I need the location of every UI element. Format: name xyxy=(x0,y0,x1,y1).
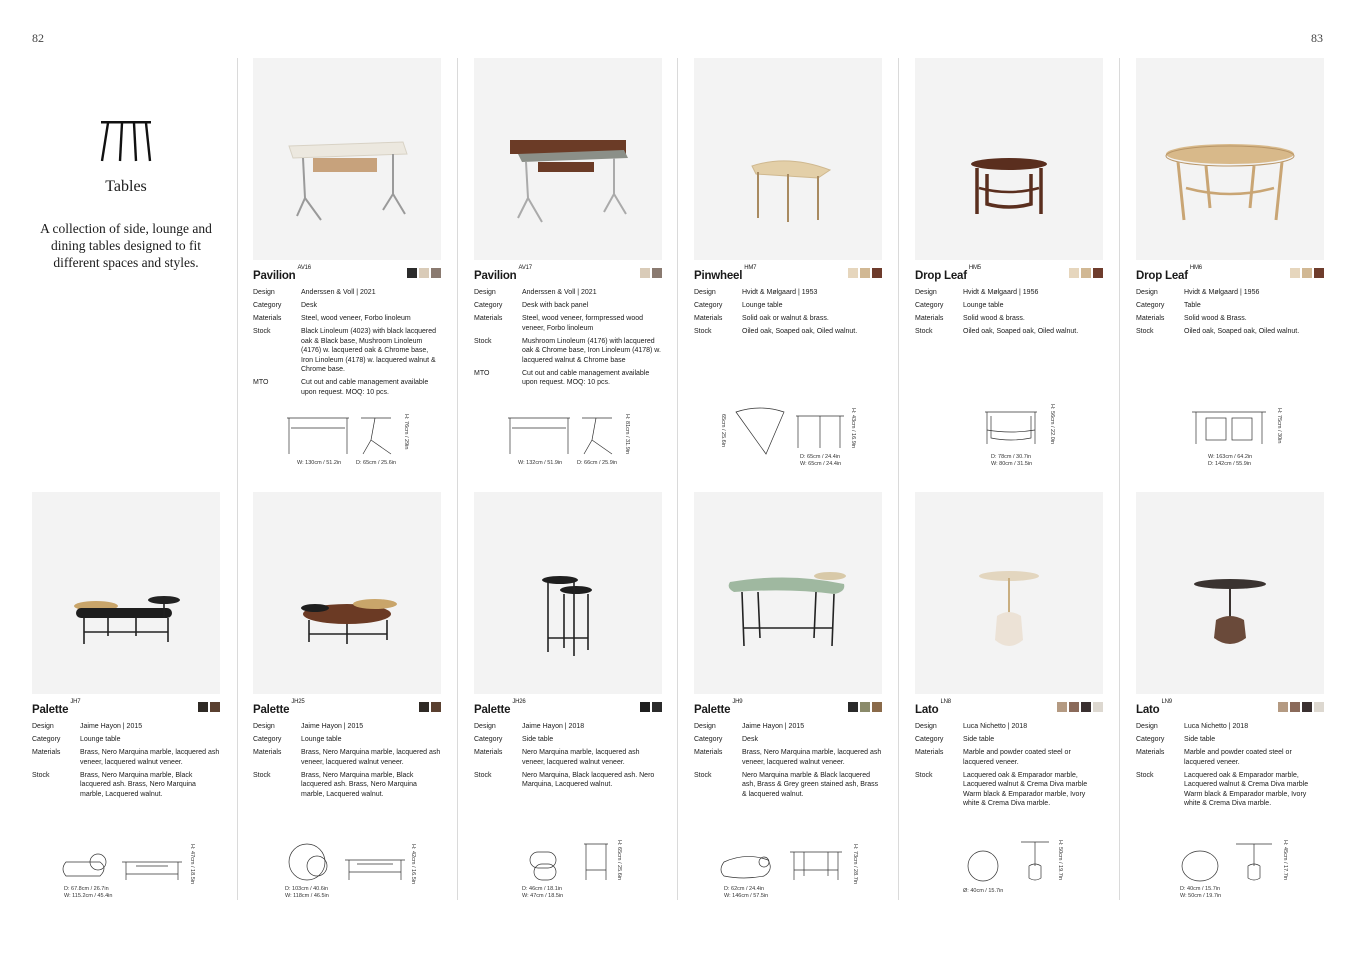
spec-row: Stock Oiled oak, Soaped oak, Oiled walnut. xyxy=(1136,328,1300,335)
product-card-drop-leaf-hm5[interactable] xyxy=(915,58,1103,470)
product-card-pinwheel-hm7[interactable] xyxy=(694,58,882,470)
column-divider xyxy=(457,58,458,900)
color-swatch[interactable] xyxy=(872,702,882,712)
dimension-label: Ø: 40cm / 15.7in xyxy=(963,888,1004,894)
product-card-pavilion-av17[interactable] xyxy=(474,58,662,470)
spec-list xyxy=(1136,722,1324,809)
color-swatch[interactable] xyxy=(1069,702,1079,712)
spec-row: Design Anderssen & Voll | 2021 xyxy=(474,289,597,296)
color-swatches xyxy=(848,268,882,278)
product-card-palette-jh26[interactable] xyxy=(474,492,662,902)
dimension-label: H: 81cm / 31.9in xyxy=(624,414,630,455)
color-swatch[interactable] xyxy=(431,268,441,278)
dimension-label: H: 65cm / 25.6in xyxy=(616,840,622,881)
dimension-label: W: 50cm / 19.7in xyxy=(1180,893,1222,899)
product-title: Pinwheel$^{HM7}$ xyxy=(694,265,757,282)
spec-row: Category Side table xyxy=(915,736,995,743)
product-photo xyxy=(32,492,220,694)
spec-row: Category Desk xyxy=(694,736,758,743)
spec-row: Materials Steel, wood veneer, Forbo linoleum xyxy=(253,315,411,322)
dimension-drawing xyxy=(32,840,220,906)
spec-row: Stock Brass, Nero Marquina marble, Black lacquered ash. Brass, Nero Marquina marble, Lacquered walnut. xyxy=(253,771,417,798)
color-swatch[interactable] xyxy=(1081,702,1091,712)
dimension-label: D: 65cm / 24.4in xyxy=(800,454,841,460)
color-swatch[interactable] xyxy=(872,268,882,278)
dimension-label: D: 66cm / 25.9in xyxy=(577,460,618,466)
dimension-drawing xyxy=(915,840,1103,906)
spec-row: Materials Marble and powder coated steel or lacquered veneer. xyxy=(1136,749,1292,766)
spec-row: Design Hvidt & Mølgaard | 1956 xyxy=(915,289,1039,296)
product-photo xyxy=(694,58,882,260)
color-swatch[interactable] xyxy=(1081,268,1091,278)
product-title: Lato$^{LN9}$ xyxy=(1136,699,1172,716)
dimension-label: W: 132cm / 51.9in xyxy=(518,460,563,466)
dimension-label: D: 67.8cm / 26.7in xyxy=(64,886,109,892)
color-swatch[interactable] xyxy=(640,268,650,278)
spec-row: Materials Marble and powder coated steel or lacquered veneer. xyxy=(915,749,1071,766)
dimension-label: W: 115.2cm / 45.4in xyxy=(64,893,113,899)
color-swatch[interactable] xyxy=(1093,702,1103,712)
product-title: Palette$^{JH7}$ xyxy=(32,699,81,716)
spec-row: Category Table xyxy=(1136,302,1201,309)
product-photo xyxy=(915,58,1103,260)
spec-row: Stock Nero Marquina, Black lacquered ash. Nero Marquina, Lacquered walnut. xyxy=(474,771,655,788)
spec-row: Stock Brass, Nero Marquina marble, Black lacquered ash. Brass, Nero Marquina marble, Lacquered walnut. xyxy=(32,771,196,798)
color-swatch[interactable] xyxy=(1278,702,1288,712)
product-photo xyxy=(1136,58,1324,260)
product-photo xyxy=(915,492,1103,694)
product-title: Pavilion$^{AV17}$ xyxy=(474,265,532,282)
dimension-drawing xyxy=(694,404,882,470)
spec-row: Materials Steel, wood veneer, formpressed wood veneer, Forbo linoleum xyxy=(474,315,644,332)
spec-row: Design Luca Nichetto | 2018 xyxy=(915,723,1028,730)
product-photo xyxy=(474,58,662,260)
dimension-label: H: 75cm / 30in xyxy=(1276,408,1282,444)
tables-icon xyxy=(100,120,152,162)
spec-row: Stock Nero Marquina marble & Black lacquered ash, Brass & Grey green stained ash, Brass & lacquered walnut. xyxy=(694,771,879,798)
dimension-label: H: 76cm / 29in xyxy=(403,414,409,450)
column-divider xyxy=(1119,58,1120,900)
spec-row: Design Anderssen & Voll | 2021 xyxy=(253,289,376,296)
product-title: Drop Leaf$^{HM6}$ xyxy=(1136,265,1202,282)
color-swatch[interactable] xyxy=(198,702,208,712)
color-swatches xyxy=(640,268,662,278)
color-swatch[interactable] xyxy=(640,702,650,712)
product-photo xyxy=(474,492,662,694)
color-swatches xyxy=(198,702,220,712)
spec-list xyxy=(1136,288,1324,337)
product-title: Lato$^{LN8}$ xyxy=(915,699,951,716)
product-title: Palette$^{JH9}$ xyxy=(694,699,743,716)
spec-row: Category Lounge table xyxy=(694,302,783,309)
color-swatches xyxy=(640,702,662,712)
dimension-label: D: 103cm / 40.6in xyxy=(285,886,329,892)
section-description: A collection of side, lounge and dining tables designed to fit different spaces and styles. xyxy=(40,221,212,270)
product-card-palette-jh25[interactable] xyxy=(253,492,441,902)
spec-row: Design Luca Nichetto | 2018 xyxy=(1136,723,1249,730)
spec-list xyxy=(474,288,662,388)
dimension-label: H: 43cm / 16.9in xyxy=(850,408,856,449)
spec-row: Materials Nero Marquina marble, lacquered ash veneer, lacquered walnut veneer. xyxy=(474,749,640,766)
color-swatches xyxy=(1290,268,1324,278)
color-swatch[interactable] xyxy=(1069,268,1079,278)
color-swatch[interactable] xyxy=(652,268,662,278)
spec-row: Stock Mushroom Linoleum (4176) with lacquered oak & Chrome base, Iron Linoleum (4178) w. lacquered walnut & Chrome base xyxy=(474,337,661,364)
dimension-drawing xyxy=(253,410,441,476)
spec-row: Design Hvidt & Mølgaard | 1953 xyxy=(694,289,818,296)
spec-row: Materials Brass, Nero Marquina marble, lacquered ash veneer, lacquered walnut veneer. xyxy=(694,749,882,766)
color-swatch[interactable] xyxy=(860,702,870,712)
product-photo xyxy=(253,492,441,694)
spec-row: Design Jaime Hayon | 2015 xyxy=(32,723,143,730)
color-swatches xyxy=(419,702,441,712)
dimension-drawing xyxy=(1136,404,1324,470)
product-title: Pavilion$^{AV16}$ xyxy=(253,265,311,282)
dimension-label: D: 142cm / 55.9in xyxy=(1208,461,1252,467)
product-card-lato-ln9[interactable] xyxy=(1136,492,1324,902)
page-number-right: 83 xyxy=(1311,31,1323,45)
spec-row: Design Jaime Hayon | 2018 xyxy=(474,723,585,730)
spec-row: Category Lounge table xyxy=(32,736,121,743)
color-swatch[interactable] xyxy=(1302,702,1312,712)
dimension-label: W: 163cm / 64.2in xyxy=(1208,454,1253,460)
color-swatch[interactable] xyxy=(652,702,662,712)
dimension-label: H: 42cm / 16.5in xyxy=(410,844,416,885)
spec-list xyxy=(253,288,441,397)
dimension-label: H: 73cm / 28.7in xyxy=(852,844,858,885)
product-photo xyxy=(694,492,882,694)
product-card-pavilion-av16[interactable] xyxy=(253,58,441,470)
spec-list xyxy=(694,288,882,337)
page-number-left: 82 xyxy=(32,31,44,45)
spec-row: Materials Brass, Nero Marquina marble, lacquered ash veneer, lacquered walnut veneer. xyxy=(253,749,441,766)
color-swatch[interactable] xyxy=(1057,702,1067,712)
section-intro xyxy=(32,58,220,271)
product-photo xyxy=(253,58,441,260)
spec-row: Stock Lacquered oak & Emparador marble, Lacquered walnut & Crema Diva marble Warm black & Emparador marble, Ivory white & Crema Diva marble. xyxy=(1136,771,1309,807)
spec-row: Design Jaime Hayon | 2015 xyxy=(694,723,805,730)
color-swatches xyxy=(1057,702,1103,712)
dimension-drawing xyxy=(474,410,662,476)
dimension-label: D: 78cm / 30.7in xyxy=(991,454,1032,460)
color-swatch[interactable] xyxy=(1302,268,1312,278)
dimension-label: W: 47cm / 18.5in xyxy=(522,893,564,899)
dimension-label: H: 50cm / 19.7in xyxy=(1057,840,1063,881)
product-title: Palette$^{JH25}$ xyxy=(253,699,305,716)
product-card-lato-ln8[interactable] xyxy=(915,492,1103,902)
dimension-label: D: 65cm / 25.6in xyxy=(356,460,397,466)
dimension-drawing xyxy=(694,840,882,906)
spec-row: Category Side table xyxy=(1136,736,1216,743)
spec-row: Design Jaime Hayon | 2015 xyxy=(253,723,364,730)
dimension-label: D: 40cm / 15.7in xyxy=(1180,886,1221,892)
spec-row: Materials Solid oak or walnut & brass. xyxy=(694,315,829,322)
dimension-label: D: 62cm / 24.4in xyxy=(724,886,765,892)
color-swatch[interactable] xyxy=(407,268,417,278)
color-swatch[interactable] xyxy=(848,268,858,278)
spec-row: Stock Oiled oak, Soaped oak, Oiled walnut. xyxy=(915,328,1079,335)
dimension-drawing xyxy=(474,840,662,906)
dimension-label: H: 47cm / 18.5in xyxy=(189,844,195,885)
column-divider xyxy=(898,58,899,900)
spec-list xyxy=(694,722,882,799)
dimension-label: W: 118cm / 46.5in xyxy=(285,893,329,899)
color-swatch[interactable] xyxy=(419,268,429,278)
spec-list xyxy=(915,288,1103,337)
color-swatch[interactable] xyxy=(1290,702,1300,712)
spec-list xyxy=(32,722,220,799)
dimension-drawing xyxy=(915,404,1103,470)
spec-row: MTO Cut out and cable management available upon request. MOQ: 10 pcs. xyxy=(253,379,429,396)
color-swatches xyxy=(848,702,882,712)
spec-row: Category Lounge table xyxy=(253,736,342,743)
column-divider xyxy=(677,58,678,900)
spec-list xyxy=(253,722,441,799)
color-swatches xyxy=(407,268,441,278)
product-title: Palette$^{JH26}$ xyxy=(474,699,526,716)
color-swatch[interactable] xyxy=(1093,268,1103,278)
spec-row: Stock Lacquered oak & Emparador marble, Lacquered walnut & Crema Diva marble Warm black & Emparador marble, Ivory white & Crema Diva marble. xyxy=(915,771,1088,807)
dimension-label: 65cm / 25.6in xyxy=(720,414,726,448)
product-card-palette-jh7[interactable] xyxy=(32,492,220,902)
spec-row: Design Hvidt & Mølgaard | 1956 xyxy=(1136,289,1260,296)
dimension-label: H: 56cm / 22.0in xyxy=(1049,404,1055,445)
spec-row: MTO Cut out and cable management available upon request. MOQ: 10 pcs. xyxy=(474,369,650,386)
spec-list xyxy=(915,722,1103,809)
product-photo xyxy=(1136,492,1324,694)
dimension-label: W: 146cm / 57.5in xyxy=(724,893,769,899)
color-swatches xyxy=(1069,268,1103,278)
dimension-label: W: 80cm / 31.5in xyxy=(991,461,1033,467)
color-swatch[interactable] xyxy=(1314,268,1324,278)
spec-row: Materials Solid wood & brass. xyxy=(915,315,1025,322)
dimension-label: W: 65cm / 24.4in xyxy=(800,461,842,467)
color-swatch[interactable] xyxy=(1290,268,1300,278)
column-divider xyxy=(237,58,238,900)
spec-row: Stock Oiled oak, Soaped oak, Oiled walnut. xyxy=(694,328,858,335)
dimension-drawing xyxy=(1136,840,1324,906)
color-swatches xyxy=(1278,702,1324,712)
product-title: Drop Leaf$^{HM5}$ xyxy=(915,265,981,282)
color-swatch[interactable] xyxy=(860,268,870,278)
dimension-label: D: 46cm / 18.1in xyxy=(522,886,563,892)
spec-row: Category Desk xyxy=(253,302,317,309)
spec-row: Category Desk with back panel xyxy=(474,302,589,309)
color-swatch[interactable] xyxy=(848,702,858,712)
product-card-drop-leaf-hm6[interactable] xyxy=(1136,58,1324,470)
dimension-label: W: 130cm / 51.2in xyxy=(297,460,342,466)
spec-row: Stock Black Linoleum (4023) with black lacquered oak & Black base, Mushroom Linoleum (4176) w. lacquered oak & Chrome base, Iron Linoleum (4178) w. lacquered walnut & Chrome base. xyxy=(253,328,437,373)
dimension-drawing xyxy=(253,840,441,906)
spec-row: Category Side table xyxy=(474,736,554,743)
dimension-label: H: 45cm / 17.7in xyxy=(1282,840,1288,881)
section-title: Tables xyxy=(105,178,147,195)
spec-list xyxy=(474,722,662,790)
color-swatch[interactable] xyxy=(431,702,441,712)
spec-row: Materials Brass, Nero Marquina marble, lacquered ash veneer, lacquered walnut veneer. xyxy=(32,749,220,766)
color-swatch[interactable] xyxy=(419,702,429,712)
product-card-palette-jh9[interactable] xyxy=(694,492,882,902)
spec-row: Materials Solid wood & Brass. xyxy=(1136,315,1247,322)
color-swatch[interactable] xyxy=(1314,702,1324,712)
spec-row: Category Lounge table xyxy=(915,302,1004,309)
color-swatch[interactable] xyxy=(210,702,220,712)
